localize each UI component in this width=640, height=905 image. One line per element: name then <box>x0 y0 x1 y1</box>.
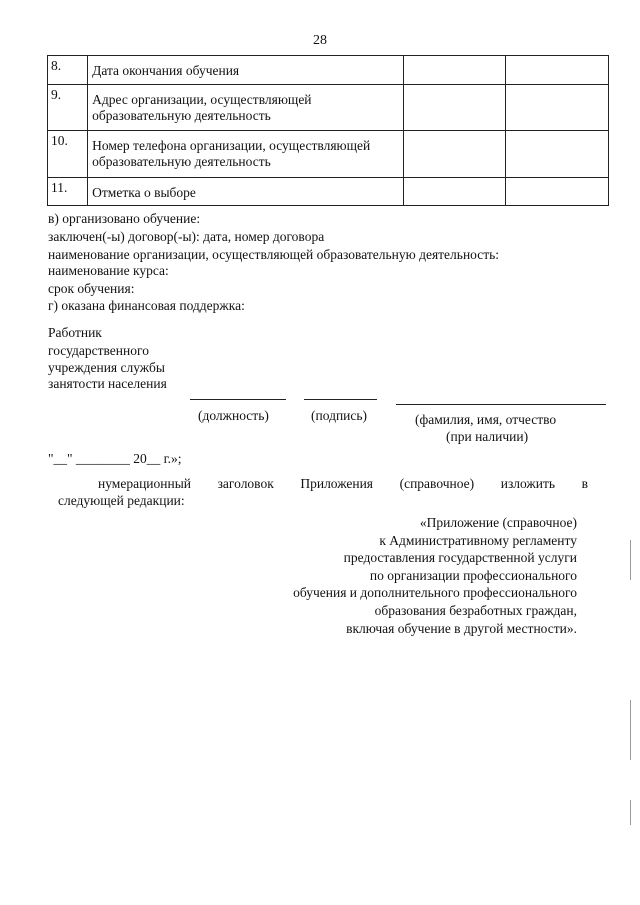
paragraph-word: изложить <box>500 476 556 491</box>
name-signature-line <box>396 404 606 405</box>
row-label-line: Адрес организации, осуществляющей <box>92 92 312 107</box>
signature-label: (подпись) <box>311 408 368 423</box>
table-row <box>48 56 609 85</box>
row-label-line: Номер телефона организации, осуществляющей <box>92 138 371 153</box>
row-label-line: образовательную деятельность <box>92 154 271 169</box>
empty-cell <box>505 178 608 206</box>
appendix-line: по организации профессионального <box>369 567 577 583</box>
date-line: "__" ________ 20__ г.»; <box>48 451 182 466</box>
paragraph-word: Приложения <box>300 476 374 491</box>
name-label-note: (при наличии) <box>446 429 529 444</box>
employee-line-2: государственного <box>48 343 149 358</box>
section-v-heading: в) организовано обучение: <box>48 211 201 226</box>
empty-cell <box>505 56 608 85</box>
signature-line <box>304 399 377 400</box>
page-number: 28 <box>313 33 327 48</box>
appendix-line: обучения и дополнительного профессионального <box>293 585 577 601</box>
name-label: (фамилия, имя, отчество <box>415 412 557 427</box>
paragraph-word: (справочное) <box>399 476 475 491</box>
appendix-line: к Административному регламенту <box>379 532 577 548</box>
term-line: срок обучения: <box>48 281 135 296</box>
empty-cell <box>404 56 505 85</box>
row-number: 9. <box>48 85 88 131</box>
row-label <box>88 131 404 178</box>
empty-cell <box>404 131 505 178</box>
row-label-line: Отметка о выборе <box>92 185 196 200</box>
scan-edge-mark <box>630 700 631 760</box>
position-label: (должность) <box>198 408 269 423</box>
row-label <box>88 178 404 206</box>
employee-line-1: Работник <box>48 325 102 340</box>
row-label-line: Дата окончания обучения <box>92 63 240 78</box>
row-number: 8. <box>48 56 88 85</box>
appendix-line: предоставления государственной услуги <box>343 550 577 566</box>
paragraph-word: заголовок <box>217 476 274 491</box>
paragraph-word: в <box>581 476 588 491</box>
paragraph-word: нумерационный <box>98 476 192 491</box>
table-row <box>48 85 609 131</box>
empty-cell <box>505 131 608 178</box>
position-signature-line <box>190 399 286 400</box>
employee-line-4: занятости населения <box>48 376 167 391</box>
paragraph-first-line <box>48 475 588 492</box>
table-row <box>48 131 609 178</box>
empty-cell <box>505 85 608 131</box>
row-label <box>88 85 404 131</box>
row-number: 10. <box>48 131 88 178</box>
form-table <box>47 55 609 206</box>
organization-line: наименование организации, осуществляющей образовательную деятельность: <box>48 247 500 262</box>
scan-edge-mark <box>630 540 631 580</box>
employee-line-3: учреждения службы <box>48 360 165 375</box>
empty-cell <box>404 85 505 131</box>
empty-cell <box>404 178 505 206</box>
section-g-heading: г) оказана финансовая поддержка: <box>48 298 245 313</box>
row-label-line: образовательную деятельность <box>92 108 271 123</box>
course-line: наименование курса: <box>48 263 169 278</box>
appendix-line: включая обучение в другой местности». <box>346 620 577 636</box>
contract-line: заключен(-ы) договор(-ы): дата, номер договора <box>48 229 325 244</box>
row-number: 11. <box>48 178 88 206</box>
appendix-line: образования безработных граждан, <box>374 602 577 618</box>
appendix-heading <box>157 514 577 637</box>
paragraph-second-line: следующей редакции: <box>58 493 185 508</box>
scan-edge-mark <box>630 800 631 825</box>
amendment-paragraph <box>48 475 588 509</box>
appendix-line: «Приложение (справочное) <box>419 515 577 530</box>
row-label <box>88 56 404 85</box>
table-row <box>48 178 609 206</box>
